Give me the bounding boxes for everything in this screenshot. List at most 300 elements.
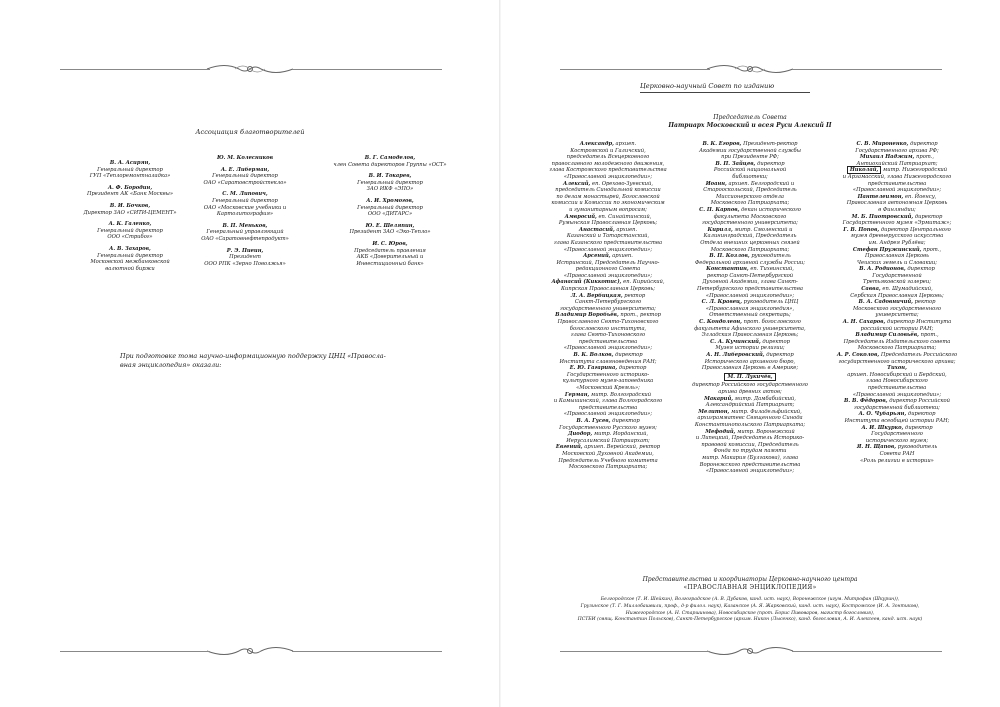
council-line: «Православной энциклопедии»; xyxy=(705,292,795,299)
member-name: С. Л. Кравец, xyxy=(701,299,742,306)
council-line: представительства xyxy=(578,404,638,411)
member-role: прот., xyxy=(921,246,942,253)
member-name: С. А. Кучинский, xyxy=(710,338,761,345)
top-rule-left-a xyxy=(60,69,210,70)
council-line xyxy=(822,227,972,234)
donor-role: ОАО «Саратовнефтепродукт» xyxy=(201,235,289,242)
council-line xyxy=(680,141,820,148)
council-line: и Липецкий, Председатель Историко- xyxy=(695,435,805,442)
donor-role: ЗАО ИКФ «ЭПО» xyxy=(366,186,414,193)
council-line: архиграмматевс Священного Синода xyxy=(697,415,803,422)
member-role: директор xyxy=(613,352,643,358)
council-line: Совета РАН xyxy=(879,450,915,457)
donor-role: Генеральный директор xyxy=(97,227,163,234)
member-name: С. П. Карпов, xyxy=(699,206,740,213)
council-line: глава Свято-Тихоновского xyxy=(570,332,646,339)
council-line xyxy=(538,253,678,260)
council-line xyxy=(822,214,972,221)
member-role: директор xyxy=(908,141,938,147)
council-line: Российской национальной xyxy=(713,167,787,174)
council-line xyxy=(538,181,678,188)
council-line: университета; xyxy=(875,312,919,319)
donor-name: Ю. М. Колесников xyxy=(216,155,273,161)
council-line: Воронежского представительства xyxy=(699,461,801,468)
council-line: Института славяноведения РАН; xyxy=(559,358,657,365)
member-name: В. А. Родионов, xyxy=(859,266,906,273)
donor-role: Генеральный управляющий xyxy=(206,229,284,236)
top-rule-left-b xyxy=(292,69,442,70)
member-name: В. К. Волков, xyxy=(573,352,614,358)
council-line: глава Казанского представительства xyxy=(553,239,663,246)
council-line: глава Новосибирского xyxy=(866,378,928,385)
member-role: директор xyxy=(906,411,936,418)
council-line: Православная Церковь в Америке; xyxy=(701,365,799,372)
member-role: архиеп. xyxy=(613,141,637,147)
council-line: государственного университета; xyxy=(560,305,656,312)
council-line: представительства xyxy=(578,338,638,345)
council-line: архива древних актов; xyxy=(718,388,782,395)
council-line: редакционного Совета xyxy=(575,266,641,273)
council-line: представительства xyxy=(867,180,927,187)
council-line: «Православной энциклопедии»; xyxy=(705,468,795,475)
council-line: Старооскольский, Председатель xyxy=(703,187,797,194)
donor-role: Инвестиционный банк» xyxy=(356,260,424,267)
council-line xyxy=(680,429,820,436)
council-line: Казанский и Татарстанский, xyxy=(566,233,650,240)
council-line: богословского института, xyxy=(569,325,647,332)
donor-role: ООО РПК «Зерно Поволжья» xyxy=(204,260,286,267)
council-line xyxy=(822,266,972,273)
member-name: Тихон, xyxy=(887,365,907,372)
member-role: руководитель ЦНЦ xyxy=(742,299,799,306)
council-line: Государственной xyxy=(872,272,922,279)
council-line: директор Российского государственного xyxy=(692,382,808,389)
council-line: Московского Патриархата; xyxy=(710,200,790,207)
council-line: им. Андрея Рублёва; xyxy=(868,239,926,246)
council-line: правовой комиссии, Председатель xyxy=(701,441,799,448)
member-name: Николай, xyxy=(847,166,881,174)
council-line: Духовной Академии, глава Санкт- xyxy=(702,279,798,286)
council-line: комиссии и Комиссии по экономическим xyxy=(551,200,665,207)
member-name: В. П. Козлов, xyxy=(709,253,750,260)
council-line: Московского Патриархата; xyxy=(710,246,790,253)
association-title: Ассоциация благотворителей xyxy=(195,128,305,136)
council-line xyxy=(680,396,820,403)
council-line: Государственного Русского музея; xyxy=(559,424,657,431)
council-line: Государственного музея «Эрмитаж»; xyxy=(842,220,952,227)
member-name: Амвросий, xyxy=(564,213,597,220)
council-line: Сербская Православная Церковь; xyxy=(850,292,944,299)
member-role: прот., xyxy=(918,332,939,339)
council-line: «Православной энциклопедии»; xyxy=(852,187,942,194)
council-line: Института всеобщей истории РАН; xyxy=(844,417,950,424)
council-line xyxy=(822,411,972,418)
council-line: российской истории РАН; xyxy=(860,325,934,332)
council-line: «Православной энциклопедии»; xyxy=(563,411,653,418)
top-rule-right-a xyxy=(560,69,710,70)
donor-name: В. А. Асирян, xyxy=(109,160,151,166)
donor-role: Генеральный директор xyxy=(212,197,278,204)
member-name: Анастасий, xyxy=(578,226,615,233)
member-name: Я. Н. Щапов, xyxy=(856,444,897,451)
council-line xyxy=(538,444,678,451)
council-line: Государственного xyxy=(871,431,923,438)
donor-name: Ю. Е. Шеляпин, xyxy=(365,222,415,229)
donor-name: В. И. Бочков, xyxy=(109,202,151,209)
member-name: А. И. Шкурко, xyxy=(861,424,904,431)
council-line xyxy=(680,266,820,273)
council-line xyxy=(538,418,678,425)
member-name: Герман, xyxy=(564,391,590,398)
bottom-ornament-right xyxy=(705,642,795,660)
member-role: прот., ректор xyxy=(618,312,661,319)
council-line: Иерусалимский Патриархат; xyxy=(566,437,650,444)
member-role: митр. Иорданский, xyxy=(592,431,649,438)
council-line: архиеп. Новосибирский и Бердский, xyxy=(847,371,947,378)
council-line xyxy=(822,167,972,174)
member-name: Диодор, xyxy=(567,431,593,438)
member-role: митр. Филадельфийский, xyxy=(729,408,802,415)
donor-role: Генеральный директор xyxy=(357,179,423,186)
member-name: С. В. Мироненко, xyxy=(856,141,909,147)
member-role: директор xyxy=(760,338,790,345)
council-line xyxy=(822,332,972,339)
member-name: Александр, xyxy=(579,141,614,147)
member-name: Иоанн, xyxy=(705,180,727,187)
member-role: директор xyxy=(903,424,933,431)
council-line: «Православной энциклопедии»; xyxy=(563,272,653,279)
top-ornament-right xyxy=(705,60,795,78)
member-role: митр. Воронежский xyxy=(735,428,795,435)
representations-line-2: Грузинское (Т. Г. Миллобашвили, проф., д-р филол. наук), Казанское (А. Я. Жарковский, канд. ист. наук), Костромское (И. А. Зонтиков), xyxy=(580,603,920,609)
member-role: директор Института xyxy=(885,319,952,326)
council-line xyxy=(538,214,678,221)
member-name: А. О. Чубарьян, xyxy=(858,411,907,418)
council-line: православного молодежного движения, xyxy=(551,160,665,167)
chairman-name: Патриарх Московский и всея Руси Алексий II xyxy=(668,122,832,129)
council-line xyxy=(680,339,820,346)
donors-column-1 xyxy=(70,160,190,277)
member-role: еп. Йоенсу, xyxy=(903,193,937,200)
council-line xyxy=(822,398,972,405)
council-line: «Православной энциклопедии»; xyxy=(852,391,942,398)
donor-name: В. И. Токарев, xyxy=(368,173,412,180)
representations-title: Представительства и координаторы Церковно-научного центра xyxy=(642,576,858,583)
representations-line-3: Нижегородское (А. Н. Старшинова), Новосибирское (прот. Борис Пивоваров, магистр богословия), xyxy=(625,610,875,616)
donor-role: член Совета директоров Группы «ОСТ» xyxy=(333,161,447,168)
representations-list xyxy=(510,597,990,624)
council-line xyxy=(822,425,972,432)
member-name: Макарий, xyxy=(704,395,734,402)
member-role: директор Центрального xyxy=(879,226,951,233)
council-line xyxy=(538,352,678,359)
member-role: митр. Нижегородский xyxy=(881,167,948,174)
council-line: председатель Синодальной комиссии xyxy=(555,187,661,194)
member-name: Е. Ю. Гагарина, xyxy=(569,365,618,372)
member-name: Владимир Воробьёв, xyxy=(555,312,619,319)
council-line xyxy=(822,286,972,293)
representations-line-4: ПСТБИ (свящ. Константин Польсков), Санкт-Петербургское (архим. Никон (Лысенко), канд. богословия, А. И. Алексеев, канд. ист. наук) xyxy=(577,617,923,623)
member-role: еп. Орехово-Зуевский, xyxy=(590,180,653,187)
donor-role: Генеральный директор xyxy=(212,173,278,180)
member-role: декан исторического xyxy=(739,206,801,213)
council-line xyxy=(822,365,972,372)
donor-role: ОАО «Саратовстройстекло» xyxy=(203,179,287,186)
council-line: Московской Духовной Академии, xyxy=(562,450,654,457)
council-line: Миссионерского отдела xyxy=(715,193,785,200)
council-line: государственной библиотеки; xyxy=(854,404,940,411)
council-line xyxy=(538,227,678,234)
member-name: А. Н. Либеровский, xyxy=(706,352,765,358)
council-line: Александрийский Патриархат; xyxy=(705,402,795,409)
council-line: «Православная энциклопедия», xyxy=(705,305,795,312)
council-line: Музея истории религии; xyxy=(715,345,785,352)
member-name: Пантелеимон, xyxy=(857,193,904,200)
council-line: «Московский Кремль»; xyxy=(576,384,640,391)
council-line: и Камышинский, глава Волгоградского xyxy=(553,398,663,405)
member-role: Председатель Российского xyxy=(879,352,958,358)
member-role: директор xyxy=(610,417,640,424)
member-role: митр. Волгоградский xyxy=(589,391,652,398)
donor-name: А. Ф. Бородин, xyxy=(107,184,153,191)
member-name: М. Б. Пиотровский, xyxy=(851,213,914,220)
council-line: культурного музея-заповедника xyxy=(562,378,654,385)
council-line xyxy=(538,141,678,148)
support-note-line-1: При подготовке тома научно-информационную поддержку ЦНЦ «Правосла- xyxy=(120,352,386,360)
council-line: Румынская Православная Церковь; xyxy=(558,220,658,227)
council-line: «Православной энциклопедии»; xyxy=(563,173,653,180)
council-line: государственного университета; xyxy=(702,220,798,227)
member-name: Алексий, xyxy=(563,180,591,187)
member-name: Г. В. Попов, xyxy=(843,226,880,233)
donor-name: С. М. Липович, xyxy=(222,191,268,198)
donor-role: Президент АК «Банк Москвы» xyxy=(86,191,174,198)
representations-line-1: Белгородское (Т. И. Шейкин), Волгоградское (А. В. Дубаков, канд. ист. наук), Воронежское (игум. Митрофан (Шкурин)), xyxy=(600,597,900,602)
member-role: директор xyxy=(913,213,943,220)
member-name: Мефодий, xyxy=(705,428,736,435)
member-name: Мелитон, xyxy=(698,408,730,415)
council-line: митр. Макария (Булгакова), глава xyxy=(701,454,799,461)
right-page xyxy=(500,0,1000,707)
member-role: ректор xyxy=(622,292,646,299)
member-role: прот. богословского xyxy=(742,319,801,326)
council-line xyxy=(822,247,972,254)
member-name: В. П. Зайцев, xyxy=(715,160,756,167)
council-line: Ответственный секретарь; xyxy=(709,312,791,319)
member-role: архиеп. Верейский, ректор xyxy=(582,444,661,451)
member-role: ректор xyxy=(912,299,936,306)
council-line: Костромской и Галичский, xyxy=(570,147,646,154)
donor-role: валютной биржи xyxy=(105,265,155,272)
donor-name: А. В. Захаров, xyxy=(109,245,151,252)
member-role: директор xyxy=(905,266,935,273)
donor-role: Президент xyxy=(229,254,261,261)
council-line: музея древнерусского искусства xyxy=(850,233,944,240)
bottom-rule-left-a xyxy=(60,651,210,652)
council-title-underline xyxy=(640,92,810,93)
donor-role: Генеральный директор xyxy=(97,166,163,173)
member-name: Стефан Пружинский, xyxy=(852,246,922,253)
council-line: Фонда по трудам памяти xyxy=(713,448,787,455)
donor-role: Генеральный директор xyxy=(97,252,163,259)
council-line xyxy=(680,227,820,234)
member-role: еп. Шумадийский, xyxy=(880,286,933,293)
council-line: государственного исторического архива; xyxy=(838,358,956,365)
member-name: Кирилл, xyxy=(707,226,733,233)
council-line: Антиохийский Патриархат; xyxy=(856,160,938,167)
council-line: Санкт-Петербургского xyxy=(574,299,642,306)
council-line: глава Костромского представительства xyxy=(549,167,667,174)
council-line: Чешских земель и Словакии; xyxy=(857,259,937,266)
member-name: Владимир Силовьёв, xyxy=(855,332,919,339)
council-line xyxy=(538,392,678,399)
council-line xyxy=(680,299,820,306)
donor-role: ООО «ДИТАРС» xyxy=(367,211,413,218)
member-role: директор xyxy=(617,365,647,372)
donor-role: Генеральный директор xyxy=(357,204,423,211)
council-line xyxy=(680,181,820,188)
council-line xyxy=(822,319,972,326)
donor-role: Президент ЗАО «Эко-Тепло» xyxy=(349,229,431,236)
donor-name: В. П. Меньков, xyxy=(222,222,268,229)
council-title: Церковно-научный Совет по изданию xyxy=(640,82,775,90)
council-line: Председатель Издательского совета xyxy=(843,338,951,345)
council-line: Петербургского представительства xyxy=(697,286,803,293)
council-line xyxy=(680,374,820,381)
boxed-member-name: М. П. Лукичёв, xyxy=(724,373,775,381)
council-line: Председатель Учебного комитета xyxy=(558,457,658,464)
donor-name: А. К. Галенко, xyxy=(108,221,152,228)
council-line: Православного Свято-Тихоновского xyxy=(557,319,659,326)
council-column-3 xyxy=(822,141,972,464)
council-line xyxy=(822,154,972,161)
council-line: Федеральной архивной службы России; xyxy=(694,259,806,266)
member-role: еп. Кирийский, xyxy=(621,279,665,286)
donor-role: ООО «Стрибог» xyxy=(107,234,153,241)
member-name: Евгений, xyxy=(555,444,583,451)
council-line: Третьяковской галереи; xyxy=(863,279,931,286)
donor-name: А. И. Хромогов, xyxy=(366,197,414,204)
donor-name: А. Е. Либерман, xyxy=(220,166,270,173)
member-role: директор xyxy=(755,160,785,167)
council-line xyxy=(538,312,678,319)
council-line: «Православной энциклопедии»; xyxy=(563,345,653,352)
council-line: Московского Патриархата; xyxy=(568,464,648,471)
council-line: Государственного архива РФ; xyxy=(855,147,939,154)
member-name: Михаил Наджим, xyxy=(859,154,915,161)
council-line: и гуманитарным вопросам; xyxy=(569,206,647,213)
member-role: архиеп. xyxy=(614,226,638,233)
member-role: митр. Смоленский и xyxy=(732,226,793,233)
member-name: В. К. Егоров, xyxy=(702,141,742,147)
member-role: директор xyxy=(764,352,794,358)
council-line xyxy=(680,253,820,260)
bottom-rule-right-b xyxy=(792,651,942,652)
member-role: архиеп. Белгородский и xyxy=(726,180,795,187)
member-role: Президент-ректор xyxy=(741,141,798,147)
council-line: Московского Патриархата; xyxy=(857,345,937,352)
member-name: С. Кондолеон, xyxy=(699,319,742,326)
donor-role: ГУП «Теплоремонтналадка» xyxy=(89,173,171,180)
council-line xyxy=(538,279,678,286)
council-line: факультета Афинского университета, xyxy=(694,325,806,332)
council-line xyxy=(538,431,678,438)
member-role: еп. Тихвинский, xyxy=(748,266,794,273)
bottom-ornament-left xyxy=(205,642,295,660)
council-line: Государственного историко- xyxy=(566,371,650,378)
member-role: руководитель xyxy=(896,444,938,451)
council-line: председатель Всецерковного xyxy=(566,154,650,161)
council-line: Истринский, Председатель Научно- xyxy=(556,259,660,266)
donor-name: В. Г. Самоделов, xyxy=(364,155,416,161)
donor-role: Московской межбанковской xyxy=(90,259,170,266)
council-line xyxy=(822,141,972,148)
donors-column-2 xyxy=(185,155,305,272)
council-line: при Президенте РФ; xyxy=(721,154,779,161)
council-line: Исторического архивного бюро, xyxy=(704,358,796,365)
council-line xyxy=(822,194,972,201)
donor-role: Картолитография» xyxy=(216,211,274,218)
member-role: руководитель xyxy=(749,253,791,260)
donor-role: Директор ЗАО «СИТИ-ЦЕМЕНТ» xyxy=(83,209,177,216)
council-line: представительства xyxy=(867,384,927,391)
council-line: Отдела внешних церковных связей xyxy=(700,239,800,246)
council-line: «Роль религии в истории» xyxy=(860,457,934,464)
donor-name: Р. Э. Пиеин, xyxy=(226,247,264,254)
chairman-label: Председатель Совета xyxy=(713,114,787,121)
member-name: В. В. Фёдоров, xyxy=(844,398,888,405)
donor-role: АКБ «Доверительный и xyxy=(356,254,424,261)
council-line: Калининградский, Председатель xyxy=(703,233,797,240)
council-line xyxy=(680,409,820,416)
council-line xyxy=(680,319,820,326)
council-line xyxy=(822,444,972,451)
member-name: Л. А. Вербицкая, xyxy=(570,292,623,299)
council-line: Константинопольского Патриархата; xyxy=(694,421,806,428)
member-role: директор Российской xyxy=(887,398,950,405)
council-line: Элладская Православная Церковь; xyxy=(701,332,799,339)
member-name: Константин, xyxy=(706,266,749,273)
member-name: А. Р. Соколов, xyxy=(836,352,880,358)
council-line: Православная автономная Церковь xyxy=(846,200,948,207)
bottom-rule-left-b xyxy=(292,651,442,652)
council-line: ректор Санкт-Петербургской xyxy=(706,272,794,279)
council-line xyxy=(538,365,678,372)
top-ornament-left xyxy=(205,60,295,78)
council-line: в Финляндии; xyxy=(878,206,916,213)
donor-name: И. С. Юров, xyxy=(372,240,408,247)
member-name: Арсений, xyxy=(583,253,611,260)
donor-role: Председатель правления xyxy=(354,247,426,254)
encyclopedia-title: «ПРАВОСЛАВНАЯ ЭНЦИКЛОПЕДИЯ» xyxy=(683,584,817,591)
donor-role: ОАО «Московские учебники и xyxy=(203,204,287,211)
council-line xyxy=(822,352,972,359)
member-name: Савва, xyxy=(861,286,881,293)
member-role: митр. Дамбабийский, xyxy=(733,395,796,402)
council-line: Московского государственного xyxy=(852,305,942,312)
council-column-2 xyxy=(680,141,820,475)
bottom-rule-right-a xyxy=(560,651,710,652)
council-line: «Православной энциклопедии»; xyxy=(563,246,653,253)
council-line xyxy=(680,161,820,168)
support-note xyxy=(120,352,410,370)
member-role: архиеп. xyxy=(610,253,633,260)
top-rule-right-b xyxy=(792,69,942,70)
council-line: Православная Церковь xyxy=(865,253,929,260)
council-line: факультета Московского xyxy=(713,213,787,220)
council-column-1 xyxy=(538,141,678,471)
council-line: и Арзамасский, глава Нижегородского xyxy=(842,173,952,180)
